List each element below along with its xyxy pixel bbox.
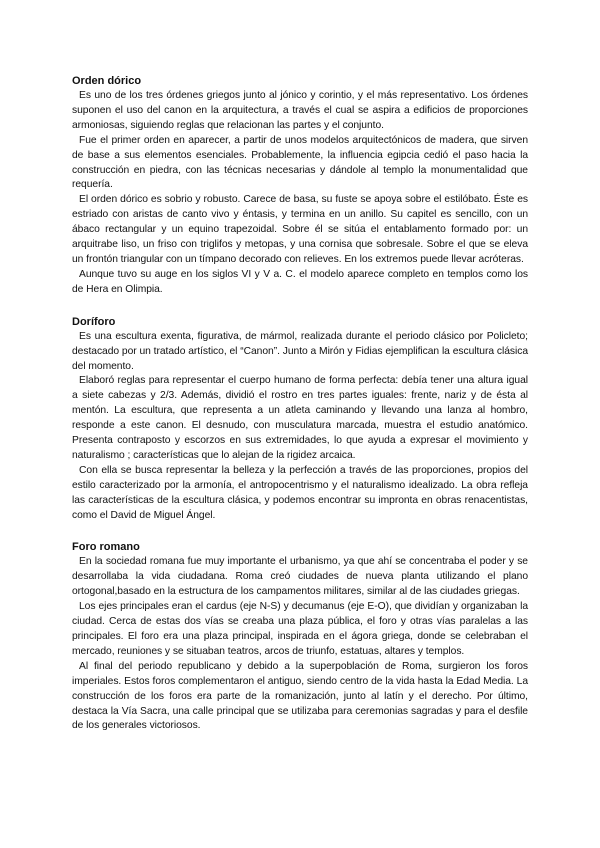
paragraph: Fue el primer orden en aparecer, a partir de unos modelos arquitectónicos de madera, que sirven de base a sus elementos esenciales. Probablemente, la influencia egipcia cedió el paso hacia la construcción en piedra, con las técnicas necesarias y dándole al templo la monumentalidad que requería.: [72, 134, 528, 191]
paragraph: En la sociedad romana fue muy importante el urbanismo, ya que ahí se concentraba el poder y se desarrollaba la vida ciudadana. Roma creó ciudades de nueva planta utilizando el plano ortogonal,basado en la estructura de los campamentos militares, similar al de las ciudades griegas.: [72, 556, 528, 598]
paragraph: Es uno de los tres órdenes griegos junto al jónico y corintio, y el más representativo. Los órdenes suponen el uso del canon en la arquitectura, a través el cual se aspira a edificios de proporciones armoniosas, siguiendo reglas que relacionan las partes y el conjunto.: [72, 90, 528, 131]
section-title: Foro romano: [72, 541, 140, 554]
section-title: Doríforo: [72, 315, 116, 328]
paragraph: Con ella se busca representar la belleza y la perfección a través de las proporciones, propios del estilo caracterizado por la armonía, el antropocentrismo y el naturalismo idealizado. La obra refleja las características de la escultura clásica, y podemos encontrar su impronta en obras renacentistas, como el David de Miguel Ángel.: [72, 464, 528, 521]
section-orden-dorico: [72, 74, 528, 298]
paragraph: Aunque tuvo su auge en los siglos VI y V a. C. el modelo aparece completo en templos como los de Hera en Olimpia.: [72, 268, 528, 295]
section-title: Orden dórico: [72, 75, 142, 87]
paragraph: Elaboró reglas para representar el cuerpo humano de forma perfecta: debía tener una altura igual a siete cabezas y 2/3. Además, dividió el rostro en tres partes iguales: frente, nariz y de ésta al mentón. La escultura, que representa a un atleta caminando y llevando una lanza al hombro, responde a este canon. El desnudo, con musculatura marcada, muestra el estudio anatómico. Presenta contraposto y escorzos en sus extremidades, lo que ayuda a expresar el movimiento y naturalismo ; características que lo alejan de la rigidez arcaica.: [72, 375, 528, 461]
section-doriforo: [72, 315, 528, 524]
paragraph: El orden dórico es sobrio y robusto. Carece de basa, su fuste se apoya sobre el estilóbato. Éste es estriado con aristas de canto vivo y éntasis, y termina en un anillo. Su capitel es sencillo, con un ábaco rectangular y un equino trapezoidal. Sobre él se sitúa el entablamento formado por: un arquitrabe liso, un friso con triglifos y metopas, y una cornisa que sobresale. Sobre el que se eleva un frontón triangular con un tímpano decorado con relieves. En los extremos puede llevar acróteras.: [72, 194, 528, 265]
paragraph: Al final del periodo republicano y debido a la superpoblación de Roma, surgieron los foros imperiales. Estos foros complementaron el antiguo, siendo centro de la vida hasta la Edad Media. La construcción de los foros era parte de la romanización, junto al latín y el derecho. Por último, destaca la Vía Sacra, una calle principal que se utilizaba para ceremonias sagradas y para el desfile de los generales victoriosos.: [72, 660, 528, 732]
section-foro-romano: [72, 540, 528, 734]
paragraph: Es una escultura exenta, figurativa, de mármol, realizada durante el periodo clásico por Policleto; destacado por un tratado artístico, el “Canon”. Junto a Mirón y Fidias ejemplifican la escultura clásica del momento.: [72, 330, 528, 372]
paragraph: Los ejes principales eran el cardus (eje N-S) y decumanus (eje E-O), que dividían y organizaban la ciudad. Cerca de estas dos vías se creaba una plaza pública, el foro y otras vías paralelas a las principales. El foro era una plaza principal, inspirada en el ágora griega, donde se celebraban el mercado, reuniones y se situaban teatros, arcos de triunfo, estatuas, altares y templos.: [72, 601, 528, 657]
